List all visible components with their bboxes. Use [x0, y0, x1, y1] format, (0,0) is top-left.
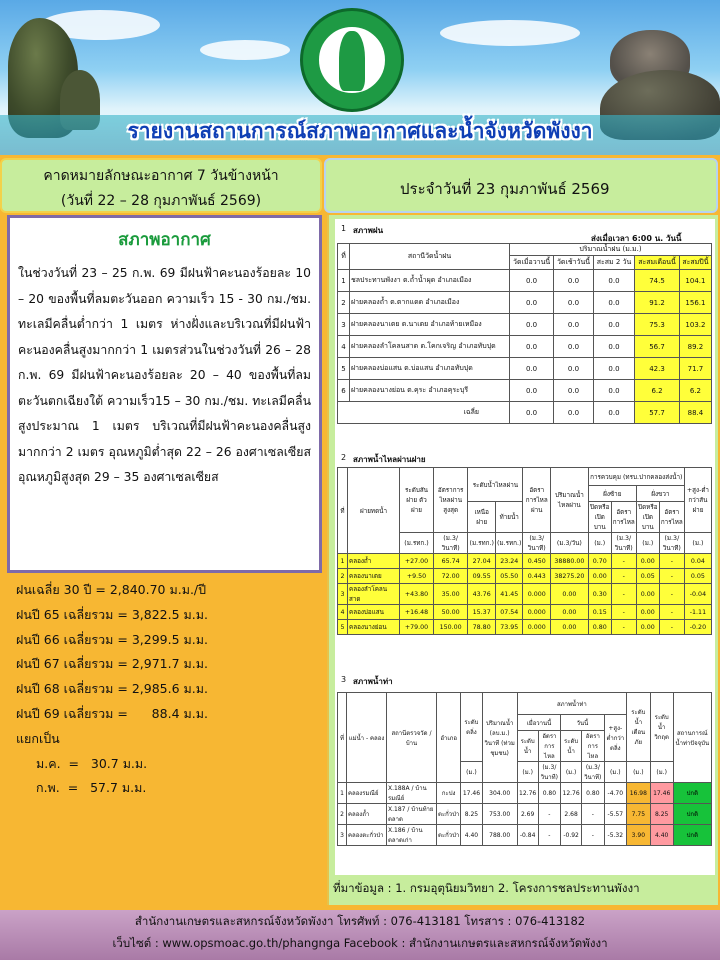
row-no: 4: [338, 336, 350, 358]
ministry-of-agriculture-seal-icon: [300, 8, 404, 112]
rain-value: 0.0: [593, 270, 634, 292]
weir-lf: -: [611, 569, 636, 584]
col-y-level: ระดับน้ำ: [517, 731, 538, 762]
rain-split-line: ม.ค. = 30.7 ม.ม.: [36, 755, 148, 771]
rain-stat-line: ฝนปี 67 เฉลี่ยรวม = 2,971.7 ม.ม.: [16, 656, 208, 672]
rain-table: [337, 243, 712, 424]
unit: (ม.3/วัน): [551, 533, 589, 554]
weir-section-title: สภาพน้ำไหลผ่านฝาย: [353, 455, 426, 464]
water-situation-panel: [327, 215, 718, 905]
rain-value: 74.5: [635, 270, 680, 292]
weir-down: 07.54: [496, 605, 523, 620]
col-right-open: ปิดหรือเปิดบาน: [636, 502, 659, 533]
col-level-group: ระดับน้ำไหลผ่าน: [468, 468, 523, 502]
table-row: [338, 336, 712, 358]
runoff-crit: 4.40: [650, 825, 673, 846]
weir-lf: -: [611, 605, 636, 620]
row-no: 2: [338, 569, 348, 584]
data-source-note: ที่มาข้อมูล : 1. กรมอุตุนิยมวิทยา 2. โครงการชลประทานพังงา: [333, 881, 640, 895]
table-row: [338, 620, 712, 635]
col-volume: ปริมาณน้ำไหลผ่าน: [551, 468, 589, 533]
col-rain-2: สะสม 2 วัน: [593, 256, 634, 270]
section-number: 2: [341, 453, 347, 462]
weir-lo: 0.00: [588, 569, 611, 584]
footer-contact: สำนักงานเกษตรและสหกรณ์จังหวัดพังงา โทรศัพท์ : 076-413181 โทรสาร : 076-413182: [134, 914, 586, 928]
runoff-tf: -: [582, 804, 605, 825]
station-name: X.186 / บ้านตลาดเก่า: [387, 825, 437, 846]
weir-ro: 0.00: [636, 605, 659, 620]
col-rain-0: วัดเมื่อวานนี้: [510, 256, 554, 270]
weir-down: 41.45: [496, 584, 523, 605]
col-diff: +สูง-ต่ำกว่าตลิ่ง: [604, 715, 626, 762]
weir-rate: 0.443: [523, 569, 551, 584]
average-value: 0.0: [554, 402, 594, 424]
weir-diff: -0.20: [684, 620, 711, 635]
runoff-yf: -: [538, 804, 561, 825]
row-no: 1: [338, 270, 350, 292]
col-capacity: ปริมาณน้ำ (ลบ.ม.) วินาที (ท่วมชุมชน): [482, 693, 517, 783]
runoff-status: ปกติ: [673, 783, 711, 804]
runoff-yl: -0.84: [517, 825, 538, 846]
amphoe-name: ตะกั่วป่า: [437, 804, 461, 825]
col-yesterday: เมื่อวานนี้: [517, 715, 560, 731]
weir-lo: 0.30: [588, 584, 611, 605]
col-warning-level: ระดับน้ำเตือนภัย: [626, 693, 650, 762]
footer: [0, 910, 720, 960]
rain-stat-line: ฝนปี 69 เฉลี่ยรวม = 88.4 ม.ม.: [16, 705, 208, 721]
rain-value: 0.0: [593, 380, 634, 402]
col-river: แม่น้ำ - คลอง: [347, 693, 387, 783]
weir-diff: -1.11: [684, 605, 711, 620]
station-name: ฝายคลองถ้ำ ต.ตากแดด อำเภอเมือง: [350, 292, 510, 314]
rain-value: 91.2: [635, 292, 680, 314]
row-no: 1: [338, 554, 348, 569]
rain-value: 0.0: [510, 292, 554, 314]
unit: (ม.): [684, 533, 711, 554]
col-t-level: ระดับน้ำ: [561, 731, 582, 762]
weir-up: 78.80: [468, 620, 496, 635]
col-no: ที่: [338, 244, 350, 270]
col-irrigation-group: การควบคุม (ทรบ.ปากคลองส่งน้ำ): [588, 468, 684, 486]
unit: (ม.3/วินาที): [523, 533, 551, 554]
average-value: 57.7: [635, 402, 680, 424]
table-row: [338, 554, 712, 569]
table-row: [338, 292, 712, 314]
weir-name: คลองถ้ำ: [348, 554, 400, 569]
station-name: ฝายคลองนางย่อน ต.คุระ อำเภอคุระบุรี: [350, 380, 510, 402]
rain-value: 6.2: [635, 380, 680, 402]
rain-value: 104.1: [679, 270, 711, 292]
runoff-diff: -5.57: [604, 804, 626, 825]
weir-up: 27.04: [468, 554, 496, 569]
col-amphoe: อำเภอ: [437, 693, 461, 783]
table-row: [338, 783, 712, 804]
runoff-yf: 0.80: [538, 783, 561, 804]
unit: (ม.รทก.): [400, 533, 434, 554]
footer-website: เว็บไซต์ : www.opsmoac.go.th/phangnga Facebook : สำนักงานเกษตรและสหกรณ์จังหวัดพังงา: [112, 936, 608, 950]
river-name: คลองถ้ำ: [347, 804, 387, 825]
row-no: 5: [338, 620, 348, 635]
page-title: รายงานสถานการณ์สภาพอากาศและน้ำจังหวัดพังงา: [127, 119, 593, 143]
weir-diff: 0.04: [684, 554, 711, 569]
runoff-section-title: สภาพน้ำท่า: [353, 677, 393, 686]
table-row: [338, 825, 712, 846]
col-crest: ระดับสันฝาย ตัวฝาย: [400, 468, 434, 533]
col-diff: +สูง-ต่ำกว่าสันฝาย: [684, 468, 711, 533]
weir-vol: 38880.00: [551, 554, 589, 569]
cloud: [200, 40, 290, 60]
unit: (ม.3/วินาที): [433, 533, 467, 554]
table-row: [338, 569, 712, 584]
runoff-bank: 4.40: [461, 825, 482, 846]
weir-vol: 0.00: [551, 605, 589, 620]
weir-lf: -: [611, 584, 636, 605]
weir-rf: -: [659, 620, 684, 635]
unit: (ม.รทก.): [496, 533, 523, 554]
rain-value: 0.0: [593, 358, 634, 380]
row-no: 3: [338, 825, 347, 846]
weir-crest: +79.00: [400, 620, 434, 635]
rain-value: 0.0: [510, 336, 554, 358]
col-rain-group: ปริมาณน้ำฝน (ม.ม.): [510, 244, 712, 256]
weir-rate: 0.000: [523, 584, 551, 605]
rain-value: 0.0: [554, 314, 594, 336]
unit: (ม.): [650, 762, 673, 783]
rain-value: 0.0: [510, 314, 554, 336]
weir-vol: 0.00: [551, 584, 589, 605]
col-max-flow: อัตราการไหลผ่าน สูงสุด: [433, 468, 467, 533]
weir-max: 150.00: [433, 620, 467, 635]
unit: (ม.3/วินาที): [582, 762, 605, 783]
col-bank-level: ระดับตลิ่ง: [461, 693, 482, 762]
unit: (ม.): [604, 762, 626, 783]
runoff-diff: -5.32: [604, 825, 626, 846]
runoff-yl: 12.76: [517, 783, 538, 804]
rain-value: 0.0: [593, 292, 634, 314]
weir-rate: 0.450: [523, 554, 551, 569]
weir-crest: +27.00: [400, 554, 434, 569]
runoff-tf: -: [582, 825, 605, 846]
unit: (ม.): [588, 533, 611, 554]
rain-value: 6.2: [679, 380, 711, 402]
weather-heading: สภาพอากาศ: [118, 230, 211, 250]
unit: (ม.): [636, 533, 659, 554]
row-no: 3: [338, 314, 350, 336]
rain-value: 56.7: [635, 336, 680, 358]
rain-value: 89.2: [679, 336, 711, 358]
forecast-title: คาดหมายลักษณะอากาศ 7 วันข้างหน้า: [43, 168, 279, 184]
runoff-cap: 753.00: [482, 804, 517, 825]
station-name: ฝายคลองบ่อแสน ต.บ่อแสน อำเภอทับปุด: [350, 358, 510, 380]
col-no: ที่: [338, 468, 348, 554]
weir-vol: 38275.20: [551, 569, 589, 584]
rain-stat-line: ฝนปี 68 เฉลี่ยรวม = 2,985.6 ม.ม.: [16, 681, 208, 697]
station-name: ฝายคลองนาเตย ต.นาเตย อำเภอท้ายเหมือง: [350, 314, 510, 336]
unit: (ม.): [517, 762, 538, 783]
weir-max: 72.00: [433, 569, 467, 584]
rain-value: 0.0: [554, 358, 594, 380]
unit: (ม.3/วินาที): [659, 533, 684, 554]
col-t-flow: อัตราการไหล: [582, 731, 605, 762]
rain-value: 71.7: [679, 358, 711, 380]
rain-value: 75.3: [635, 314, 680, 336]
col-station: สถานีตรวจวัด / บ้าน: [387, 693, 437, 783]
rain-stat-line: ฝนปี 66 เฉลี่ยรวม = 3,299.5 ม.ม.: [16, 631, 208, 647]
weir-ro: 0.00: [636, 554, 659, 569]
measure-time: ส่งเมื่อเวลา 6:00 น. วันนี้: [591, 234, 682, 243]
weir-lf: -: [611, 620, 636, 635]
unit: (ม.): [561, 762, 582, 783]
row-no: 2: [338, 292, 350, 314]
river-name: คลองรมณีย์: [347, 783, 387, 804]
col-left-flow: อัตราการไหล: [611, 502, 636, 533]
weather-text: ในช่วงวันที่ 23 – 25 ก.พ. 69 มีฝนฟ้าคะนองร้อยละ 10 – 20 ของพื้นที่ลมตะวันออก ความเร็ว 15 - 30 กม./ชม. ทะเลมีคลื่นต่ำกว่า 1 เมตร ห่างฝั่งและบริเวณที่มีฝนฟ้าคะนองคลื่นสูงมากกว่า 1 เมตรส่วนในช่วงวันที่ 26 – 28 ก.พ. 69 มีฝนฟ้าคะนองร้อยละ 20 – 40 ของพื้นที่ลมตะวันตกเฉียงใต้ ความเร็ว15 – 30 กม./ชม. ทะเลมีคลื่นสูงประมาณ 1 เมตร บริเวณที่มีฝนฟ้าคะนองคลื่นสูงมากกว่า 2 เมตร อุณหภูมิต่ำสุด 22 – 26 องศาเซลเซียส อุณหภูมิสูงสุด 29 – 35 องศาเซลเซียส: [18, 266, 311, 484]
col-status: สถานการณ์น้ำท่าปัจจุบัน: [673, 693, 711, 783]
runoff-yf: -: [538, 825, 561, 846]
weir-table: [337, 467, 712, 635]
runoff-bank: 8.25: [461, 804, 482, 825]
rain-stat-line: ฝนปี 65 เฉลี่ยรวม = 3,822.5 ม.ม.: [16, 606, 208, 622]
runoff-crit: 17.46: [650, 783, 673, 804]
rain-stat-line: แยกเป็น: [16, 730, 60, 746]
unit: (ม.รทก.): [468, 533, 496, 554]
weir-ro: 0.00: [636, 620, 659, 635]
rain-value: 0.0: [593, 314, 634, 336]
weir-name: คลองลำโคลนสาด: [348, 584, 400, 605]
station-name: ชลประทานพังงา ต.ถ้ำน้ำผุด อำเภอเมือง: [350, 270, 510, 292]
rain-value: 0.0: [593, 336, 634, 358]
amphoe-name: กะปง: [437, 783, 461, 804]
weir-max: 50.00: [433, 605, 467, 620]
weir-ro: 0.05: [636, 569, 659, 584]
average-row: [338, 402, 712, 424]
unit: (ม.3/วินาที): [538, 762, 561, 783]
forecast-period-box: [0, 158, 322, 213]
average-value: 0.0: [510, 402, 554, 424]
weir-rate: 0.000: [523, 620, 551, 635]
average-value: 0.0: [593, 402, 634, 424]
weir-up: 09.55: [468, 569, 496, 584]
col-runoff-group: สภาพน้ำท่า: [517, 693, 626, 715]
weir-crest: +16.48: [400, 605, 434, 620]
weir-ro: 0.00: [636, 584, 659, 605]
col-rain-3: สะสมเดือนนี้: [635, 256, 680, 270]
col-station: สถานีวัดน้ำฝน: [350, 244, 510, 270]
table-row: [338, 380, 712, 402]
col-upstream: เหนือฝาย: [468, 502, 496, 533]
col-today: วันนี้: [561, 715, 604, 731]
table-row: [338, 605, 712, 620]
report-date-box: [324, 158, 718, 213]
rain-value: 0.0: [554, 336, 594, 358]
rain-value: 42.3: [635, 358, 680, 380]
weir-max: 35.00: [433, 584, 467, 605]
weir-rf: -: [659, 554, 684, 569]
rain-value: 0.0: [510, 270, 554, 292]
runoff-warn: 3.90: [626, 825, 650, 846]
header-banner: [0, 0, 720, 155]
weir-diff: 0.05: [684, 569, 711, 584]
weir-up: 43.76: [468, 584, 496, 605]
section-number: 3: [341, 675, 347, 684]
forecast-dates: (วันที่ 22 – 28 กุมภาพันธ์ 2569): [60, 193, 262, 209]
rain-value: 0.0: [510, 358, 554, 380]
weir-diff: -0.04: [684, 584, 711, 605]
runoff-table: [337, 692, 712, 846]
runoff-status: ปกติ: [673, 825, 711, 846]
runoff-diff: -4.70: [604, 783, 626, 804]
weir-up: 15.37: [468, 605, 496, 620]
row-no: 3: [338, 584, 348, 605]
row-no: 5: [338, 358, 350, 380]
col-rate: อัตราการไหลผ่าน: [523, 468, 551, 533]
unit: (ม.3/วินาที): [611, 533, 636, 554]
col-critical-level: ระดับน้ำวิกฤต: [650, 693, 673, 762]
runoff-tl: 2.68: [561, 804, 582, 825]
weir-rate: 0.000: [523, 605, 551, 620]
col-left-bank: ฝั่งซ้าย: [588, 486, 636, 502]
weir-lo: 0.15: [588, 605, 611, 620]
runoff-warn: 7.75: [626, 804, 650, 825]
row-no: 2: [338, 804, 347, 825]
weir-name: คลองนางย่อน: [348, 620, 400, 635]
col-right-bank: ฝั่งขวา: [636, 486, 684, 502]
rain-split-line: ก.พ. = 57.7 ม.ม.: [36, 780, 147, 796]
rain-value: 156.1: [679, 292, 711, 314]
station-name: X.187 / บ้านท้ายตลาด: [387, 804, 437, 825]
col-no: ที่: [338, 693, 347, 783]
runoff-tl: -0.92: [561, 825, 582, 846]
row-no: 1: [338, 783, 347, 804]
unit: (ม.): [461, 762, 482, 783]
section-number: 1: [341, 224, 347, 233]
row-no: 4: [338, 605, 348, 620]
weir-name: คลองนาเตย: [348, 569, 400, 584]
col-rain-4: สะสมปีนี้: [679, 256, 711, 270]
runoff-bank: 17.46: [461, 783, 482, 804]
col-rain-1: วัดเช้าวันนี้: [554, 256, 594, 270]
col-weir: ฝายทดน้ำ: [348, 468, 400, 554]
weir-max: 65.74: [433, 554, 467, 569]
station-name: ฝายคลองลำโคลนสาด ต.โคกเจริญ อำเภอทับปุด: [350, 336, 510, 358]
weir-lf: -: [611, 554, 636, 569]
rain-value: 103.2: [679, 314, 711, 336]
weir-rf: -: [659, 584, 684, 605]
runoff-tf: 0.80: [582, 783, 605, 804]
col-y-flow: อัตราการไหล: [538, 731, 561, 762]
weir-rf: -: [659, 605, 684, 620]
average-label: เฉลี่ย: [338, 402, 510, 424]
weir-crest: +9.50: [400, 569, 434, 584]
rain-value: 0.0: [554, 380, 594, 402]
runoff-status: ปกติ: [673, 804, 711, 825]
weir-down: 73.95: [496, 620, 523, 635]
river-name: คลองตะกั่วป่า: [347, 825, 387, 846]
table-row: [338, 358, 712, 380]
amphoe-name: ตะกั่วป่า: [437, 825, 461, 846]
weir-vol: 0.00: [551, 620, 589, 635]
average-value: 88.4: [679, 402, 711, 424]
table-row: [338, 270, 712, 292]
rain-value: 0.0: [554, 292, 594, 314]
rainfall-statistics: [16, 578, 316, 801]
weir-lo: 0.70: [588, 554, 611, 569]
station-name: X.188A / บ้านรมณีย์: [387, 783, 437, 804]
weir-down: 05.50: [496, 569, 523, 584]
row-no: 6: [338, 380, 350, 402]
rain-value: 0.0: [510, 380, 554, 402]
runoff-cap: 304.00: [482, 783, 517, 804]
rain-section-title: สภาพฝน: [353, 226, 384, 235]
weir-name: คลองบ่อแสน: [348, 605, 400, 620]
table-row: [338, 804, 712, 825]
weir-rf: -: [659, 569, 684, 584]
unit: (ม.): [626, 762, 650, 783]
table-row: [338, 314, 712, 336]
cloud: [440, 20, 580, 46]
runoff-yl: 2.69: [517, 804, 538, 825]
table-row: [338, 584, 712, 605]
col-right-flow: อัตราการไหล: [659, 502, 684, 533]
col-downstream: ท้ายน้ำ: [496, 502, 523, 533]
weir-down: 23.24: [496, 554, 523, 569]
rain-value: 0.0: [554, 270, 594, 292]
report-date: ประจำวันที่ 23 กุมภาพันธ์ 2569: [400, 180, 610, 198]
weir-lo: 0.80: [588, 620, 611, 635]
runoff-warn: 16.98: [626, 783, 650, 804]
weir-crest: +43.80: [400, 584, 434, 605]
runoff-crit: 8.25: [650, 804, 673, 825]
runoff-cap: 788.00: [482, 825, 517, 846]
weather-summary-box: [7, 215, 322, 573]
rain-stat-line: ฝนเฉลี่ย 30 ปี = 2,840.70 ม.ม./ปี: [16, 582, 207, 597]
col-left-open: ปิดหรือเปิดบาน: [588, 502, 611, 533]
runoff-tl: 12.76: [561, 783, 582, 804]
